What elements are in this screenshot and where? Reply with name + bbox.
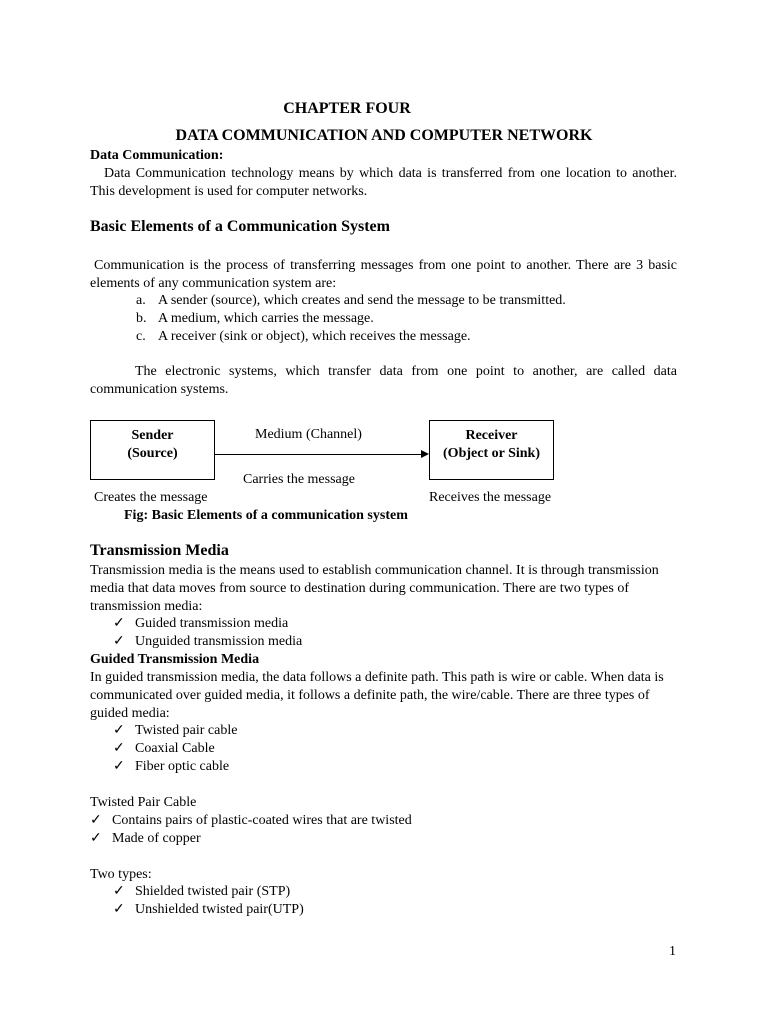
transmission-media-paragraph: Transmission media is the means used to establish communication channel. It is through transmission media that data moves from source to destination during communication. There are two types of transmission media: xyxy=(90,563,659,614)
check-mark-icon: ✓ xyxy=(90,813,102,828)
list-marker: c. xyxy=(136,329,146,344)
list-item-text: A medium, which carries the message. xyxy=(158,311,374,326)
two-types-heading: Two types: xyxy=(90,867,152,882)
list-item-text: Unguided transmission media xyxy=(135,634,303,649)
check-mark-icon: ✓ xyxy=(113,884,125,899)
check-mark-icon: ✓ xyxy=(113,902,125,917)
list-item xyxy=(90,812,412,830)
arrow-head-icon xyxy=(421,450,429,458)
list-item-text: Contains pairs of plastic-coated wires that are twisted xyxy=(112,813,412,828)
receiver-box xyxy=(429,420,554,480)
list-item xyxy=(113,722,237,740)
basic-elements-heading: Basic Elements of a Communication System xyxy=(90,218,390,235)
twisted-pair-heading: Twisted Pair Cable xyxy=(90,795,197,810)
list-marker: a. xyxy=(136,293,146,308)
data-communication-paragraph: Data Communication technology means by which data is transferred from one location to another. This development is used for computer networks. xyxy=(90,166,677,199)
list-item xyxy=(113,615,288,633)
receiver-label: Receiver xyxy=(465,428,518,443)
list-marker: b. xyxy=(136,311,147,326)
list-item-text: Coaxial Cable xyxy=(135,741,215,756)
guided-media-heading: Guided Transmission Media xyxy=(90,652,260,667)
receives-message-label: Receives the message xyxy=(429,490,552,505)
list-item xyxy=(136,292,566,310)
list-item xyxy=(113,740,215,758)
creates-message-label: Creates the message xyxy=(94,490,208,505)
list-item-text: Guided transmission media xyxy=(135,616,289,631)
page-number: 1 xyxy=(669,944,676,959)
check-mark-icon: ✓ xyxy=(113,634,125,649)
list-item xyxy=(90,830,201,848)
medium-label: Medium (Channel) xyxy=(255,427,362,442)
carries-message-label: Carries the message xyxy=(243,472,355,487)
figure-caption: Fig: Basic Elements of a communication system xyxy=(124,508,408,523)
sender-sublabel: (Source) xyxy=(127,446,178,461)
chapter-title: DATA COMMUNICATION AND COMPUTER NETWORK xyxy=(175,127,593,144)
list-item-text: A sender (source), which creates and send the message to be transmitted. xyxy=(158,293,566,308)
list-item xyxy=(113,633,302,651)
chapter-label: CHAPTER FOUR xyxy=(283,100,411,117)
check-mark-icon: ✓ xyxy=(113,759,125,774)
sender-box xyxy=(90,420,215,480)
list-item xyxy=(136,310,374,328)
guided-media-paragraph: In guided transmission media, the data follows a definite path. This path is wire or cable. When data is communicated over guided media, it follows a definite path, the wire/cable. There are three types of guided media: xyxy=(90,670,664,721)
list-item-text: Fiber optic cable xyxy=(135,759,230,774)
data-communication-heading: Data Communication: xyxy=(90,148,224,163)
list-item-text: Made of copper xyxy=(112,831,201,846)
list-item-text: Shielded twisted pair (STP) xyxy=(135,884,291,899)
electronic-systems-paragraph: The electronic systems, which transfer data from one point to another, are called data communication systems. xyxy=(90,364,677,397)
basic-elements-paragraph: Communication is the process of transferring messages from one point to another. There are 3 basic elements of any communication system are: xyxy=(90,258,677,291)
medium-arrow-line xyxy=(215,454,422,455)
list-item-text: Unshielded twisted pair(UTP) xyxy=(135,902,304,917)
check-mark-icon: ✓ xyxy=(113,616,125,631)
list-item xyxy=(113,758,229,776)
list-item-text: Twisted pair cable xyxy=(135,723,238,738)
check-mark-icon: ✓ xyxy=(113,741,125,756)
receiver-sublabel: (Object or Sink) xyxy=(443,446,540,461)
sender-label: Sender xyxy=(131,428,174,443)
transmission-media-heading: Transmission Media xyxy=(90,542,229,559)
list-item xyxy=(136,328,471,346)
check-mark-icon: ✓ xyxy=(90,831,102,846)
list-item xyxy=(113,901,304,919)
check-mark-icon: ✓ xyxy=(113,723,125,738)
list-item-text: A receiver (sink or object), which receives the message. xyxy=(158,329,471,344)
list-item xyxy=(113,883,290,901)
